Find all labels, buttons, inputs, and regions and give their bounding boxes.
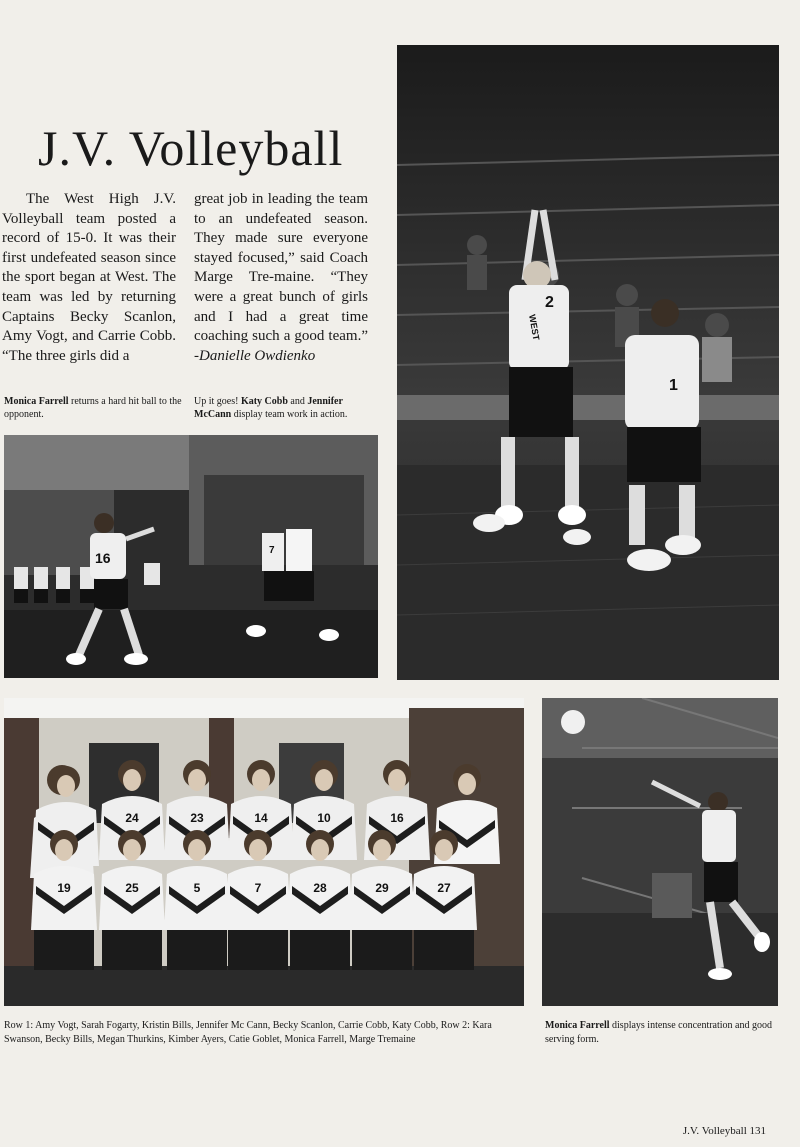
- photo-return-hit: [4, 435, 378, 678]
- jersey-number: 29: [375, 881, 389, 895]
- photo-team: [4, 698, 524, 1006]
- page-title: J.V. Volleyball: [38, 120, 344, 176]
- jersey-number: 7: [254, 881, 262, 895]
- article-text-2: [194, 190, 368, 366]
- article-column-2: [194, 190, 368, 366]
- caption-text: returns a hard hit ball to the opponent.: [4, 396, 182, 420]
- jersey-number: 28: [313, 881, 327, 895]
- caption-name: Monica Farrell: [4, 396, 69, 407]
- photo-set-play: [397, 45, 779, 680]
- jersey-number: 14: [254, 811, 268, 825]
- player-shorts: [414, 930, 474, 970]
- player-shorts: [102, 930, 162, 970]
- team-players: [4, 698, 524, 1006]
- caption-returns-ball: [4, 395, 184, 421]
- player-shorts: [290, 930, 350, 970]
- jersey-text: WEST: [527, 313, 542, 341]
- player-shorts: [34, 930, 94, 970]
- jersey-number: 10: [317, 811, 331, 825]
- caption-text: Up it goes!: [194, 396, 241, 407]
- player-shorts: [228, 930, 288, 970]
- jersey-number: 25: [125, 881, 139, 895]
- jersey-number: 19: [57, 881, 71, 895]
- caption-text: and: [287, 396, 308, 407]
- article-text-1: The West High J.V. Volleyball team posted a record of 15-0. It was their first undefeated season since the sport began at West. The team was led by returning Captains Becky Scanlon, Amy Vogt, and Carrie Cobb. “The three girls did a: [2, 191, 176, 364]
- jersey-number: 24: [125, 811, 139, 825]
- caption-serve: [545, 1019, 780, 1047]
- jersey-number: 7: [269, 545, 275, 556]
- article-column-1: [2, 190, 176, 366]
- player-shorts: [352, 930, 412, 970]
- caption-name: Monica Farrell: [545, 1020, 610, 1031]
- caption-name: Katy Cobb: [240, 396, 288, 407]
- byline: -Danielle Owdienko: [194, 347, 316, 364]
- caption-name: Jennifer McCann: [194, 396, 343, 420]
- caption-text: display team work in action.: [231, 409, 348, 420]
- caption-up-it-goes: [194, 395, 374, 421]
- jersey-number: 2: [545, 294, 554, 311]
- photo-serve-image: [542, 698, 778, 1006]
- jersey-number: 1: [669, 377, 678, 394]
- page-footer: J.V. Volleyball 131: [682, 1125, 766, 1137]
- photo-return-hit-image: [4, 435, 378, 678]
- volleyball-icon: [561, 710, 585, 734]
- article-text-2-body: great job in leading the team to an undefeated season. They made sure everyone stayed focused,” said Coach Marge Tre-maine. “They were a great bunch of girls and I had a great time coaching such a good team.”: [194, 191, 368, 345]
- jersey-number: 5: [193, 881, 201, 895]
- player-shorts: [167, 930, 227, 970]
- jersey-number: 23: [190, 811, 204, 825]
- jersey-number: 16: [390, 811, 404, 825]
- photo-set-play-image: [397, 45, 779, 680]
- roster-text: Row 1: Amy Vogt, Sarah Fogarty, Kristin Bills, Jennifer Mc Cann, Becky Scanlon, Carrie Cobb, Katy Cobb, Row 2: Kara Swanson, Becky Bills, Megan Thurkins, Kimber Ayers, Catie Goblet, Monica Farrell, Marge Tremaine: [4, 1020, 492, 1045]
- jersey-number: 27: [437, 881, 451, 895]
- caption-text: displays intense concentration and good serving form.: [545, 1020, 772, 1045]
- photo-serve: [542, 698, 778, 1006]
- caption-team-roster: [4, 1019, 526, 1047]
- jersey-number: 16: [95, 550, 111, 566]
